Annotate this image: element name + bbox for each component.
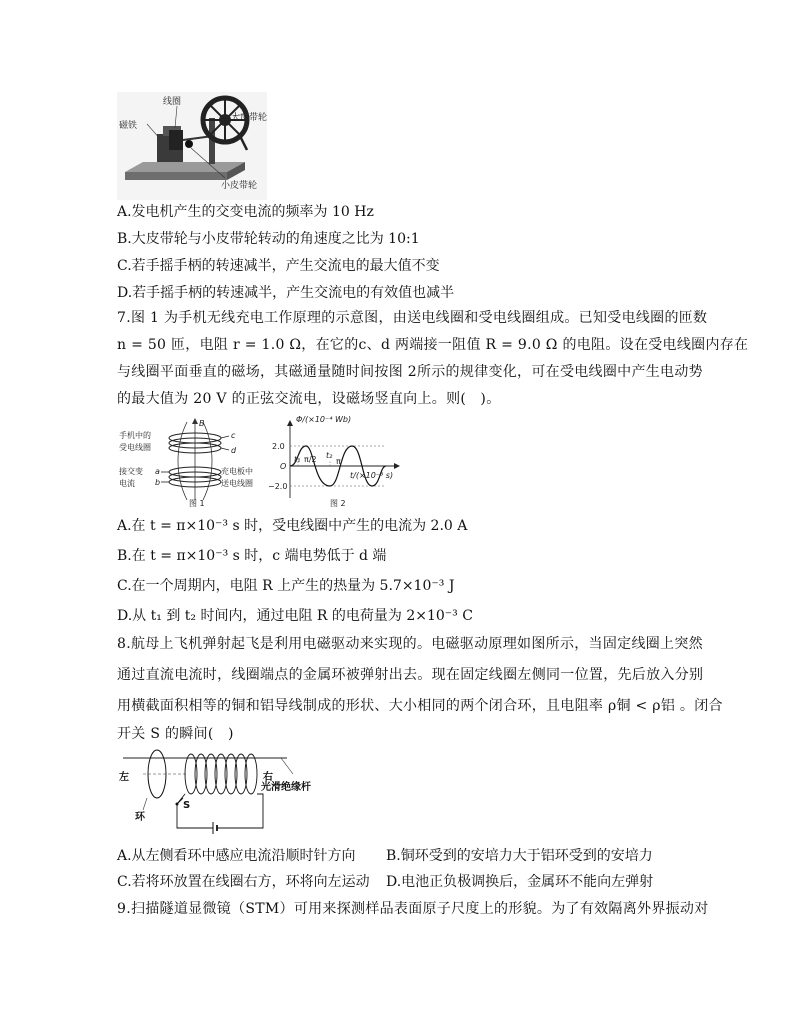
- q9-stem-line-1: 9.扫描隧道显微镜（STM）可用来探测样品表面原子尺度上的形貌。为了有效隔离外界振动对: [117, 901, 709, 917]
- q8-stem-line-3: 用横截面积相等的铜和铝导线制成的形状、大小相同的两个闭合环，且电阻率 ρ铜 < ρ铝 。闭合: [117, 698, 723, 714]
- label-small-pulley: 小皮带轮: [221, 181, 258, 191]
- fig2-xlabel: t/(×10⁻³ s): [350, 471, 394, 480]
- q7-figure-2: [268, 416, 408, 510]
- fig1-label-transmitter: 送电线圈: [221, 479, 253, 488]
- fig2-half-pi: π/2: [304, 455, 317, 464]
- q7-option-c: C.在一个周期内，电阻 R 上产生的热量为 5.7×10⁻³ J: [117, 578, 455, 594]
- fig1-label-receiver: 受电线圈: [119, 443, 151, 452]
- q7-stem-line-1: 7.图 1 为手机无线充电工作原理的示意图，由送电线圈和受电线圈组成。已知受电线圈的匝数: [117, 310, 708, 326]
- fig1-label-a: a: [155, 467, 160, 476]
- q8-stem-line-2: 通过直流电流时，线圈端点的金属环被弹射出去。现在固定线圈左侧同一位置，先后放入分别: [117, 667, 704, 683]
- q8-option-a: A.从左侧看环中感应电流沿顺时针方向: [117, 848, 356, 864]
- fig1-label-d: d: [231, 446, 237, 455]
- q7-stem-line-2: n = 50 匝，电阻 r = 1.0 Ω，在它的c、d 两端接一阻值 R = 9.0 Ω 的电阻。设在受电线圈内存在: [117, 337, 749, 353]
- fig1-label-b-term: b: [155, 478, 161, 487]
- q7-figure-1: [117, 416, 265, 510]
- q7-stem-line-4: 的最大值为 20 V 的正弦交流电，设磁场竖直向上。则( )。: [117, 391, 501, 407]
- fig2-caption: 图 2: [330, 499, 346, 508]
- fig1-label-pad: 充电板中: [221, 467, 253, 476]
- fig1-caption: 图 1: [189, 499, 205, 508]
- q8-label-right: 右: [263, 772, 273, 783]
- fig2-ytick-max: 2.0: [272, 442, 285, 451]
- fig2-origin: O: [280, 462, 287, 471]
- q7-option-d: D.从 t₁ 到 t₂ 时间内，通过电阻 R 的电荷量为 2×10⁻³ C: [117, 608, 473, 624]
- q8-option-b: B.铜环受到的安培力大于铝环受到的安培力: [386, 848, 653, 864]
- q7-stem-line-3: 与线圈平面垂直的磁场，其磁通量随时间按图 2所示的规律变化，可在受电线圈中产生电动势: [117, 364, 703, 380]
- q8-figure: [117, 748, 347, 838]
- label-big-pulley: 大皮带轮: [231, 113, 267, 123]
- q7-option-a: A.在 t = π×10⁻³ s 时，受电线圈中产生的电流为 2.0 A: [117, 518, 468, 534]
- generator-photo: [117, 92, 267, 200]
- q8-option-d: D.电池正负极调换后，金属环不能向左弹射: [386, 874, 654, 890]
- q8-option-c: C.若将环放置在线圈右方，环将向左运动: [117, 874, 370, 890]
- fig2-pi: π: [336, 457, 341, 466]
- q7-option-b: B.在 t = π×10⁻³ s 时，c 端电势低于 d 端: [117, 548, 387, 564]
- fig1-label-phone: 手机中的: [119, 431, 151, 440]
- q8-stem-line-4: 开关 S 的瞬间( ): [117, 726, 234, 742]
- fig1-label-current: 电流: [119, 479, 135, 488]
- fig2-ylabel: Φ/(×10⁻⁴ Wb): [296, 416, 352, 424]
- q8-label-switch: S: [183, 800, 191, 811]
- q8-label-rod: 光滑绝缘杆: [261, 782, 311, 793]
- q6-option-c: C.若手摇手柄的转速减半，产生交流电的最大值不变: [117, 258, 440, 274]
- label-magnet: 磁铁: [119, 121, 138, 131]
- fig2-t2: t₂: [326, 451, 333, 460]
- q8-label-ring: 环: [135, 812, 145, 823]
- label-coil: 线圈: [163, 97, 182, 107]
- q6-option-a: A.发电机产生的交变电流的频率为 10 Hz: [117, 204, 374, 220]
- fig1-label-c: c: [231, 431, 236, 440]
- q8-stem-line-1: 8.航母上飞机弹射起飞是利用电磁驱动来实现的。电磁驱动原理如图所示，当固定线圈上突然: [117, 636, 703, 652]
- q6-option-b: B.大皮带轮与小皮带轮转动的角速度之比为 10:1: [117, 231, 420, 247]
- fig1-label-b: B: [199, 419, 205, 428]
- q6-option-d: D.若手摇手柄的转速减半，产生交流电的有效值也减半: [117, 285, 455, 301]
- fig2-t1: t₁: [294, 455, 301, 464]
- fig1-label-ac: 接交变: [119, 467, 143, 476]
- fig2-ytick-min: −2.0: [268, 482, 288, 491]
- q8-label-left: 左: [119, 772, 129, 783]
